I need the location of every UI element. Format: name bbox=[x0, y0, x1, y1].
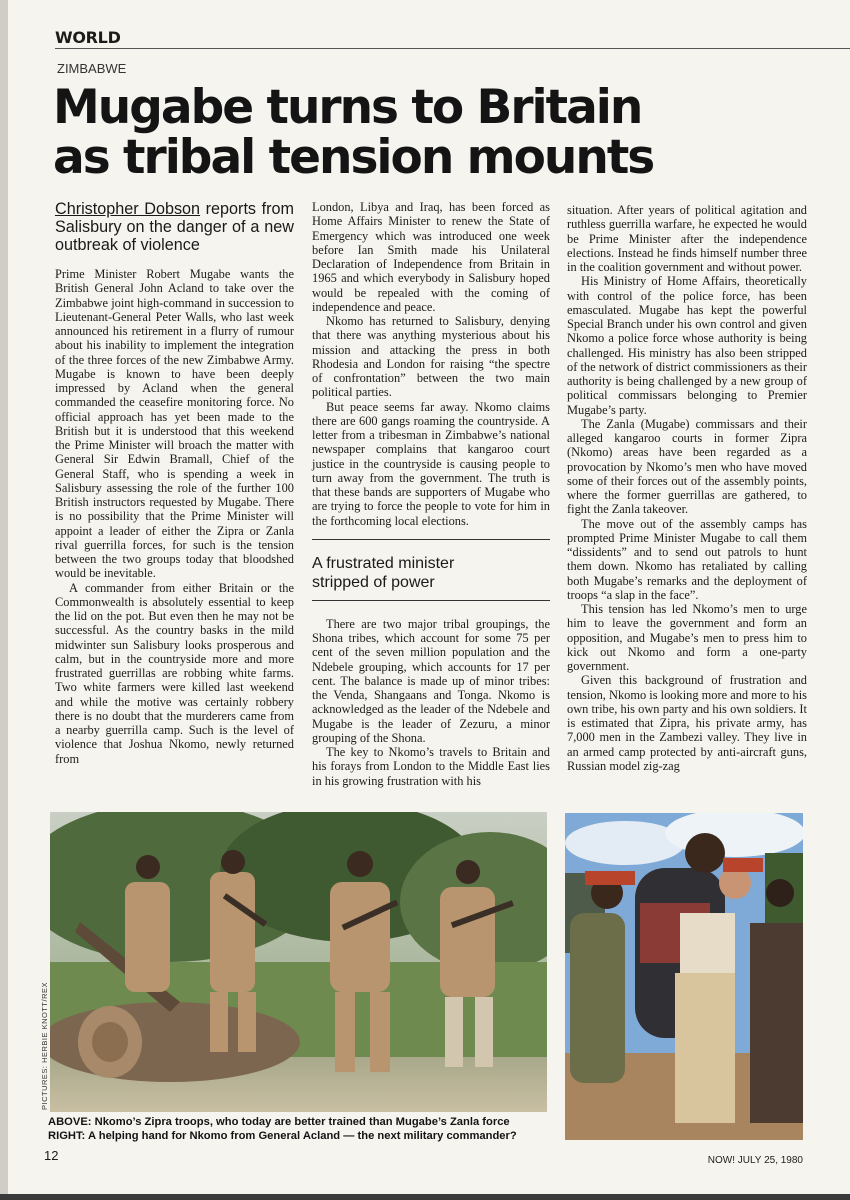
photo-nkomo-acland bbox=[565, 813, 803, 1140]
column-1 bbox=[55, 200, 294, 766]
country-label: ZIMBABWE bbox=[57, 61, 127, 76]
paragraph: Given this background of frustration and tension, Nkomo is looking more and more to his own tribe, his own party and his own soldiers. It is estimated that Zipra, his private army, has 7,000 men in the Zambezi valley. They live in an armed camp protected by anti-aircraft guns, Russian model zig-zag bbox=[567, 673, 807, 773]
subhead-block bbox=[312, 539, 550, 601]
caption-above: ABOVE: Nkomo’s Zipra troops, who today are better trained than Mugabe’s Zanla force bbox=[48, 1116, 510, 1128]
page-edge bbox=[0, 0, 8, 1200]
paragraph: Nkomo has returned to Salisbury, denying that there was anything mysterious about his mission and attacking the press in both Rhodesia and London for raising “the spectre of confrontation” between the two main political parties. bbox=[312, 314, 550, 400]
subhead-rule-bottom bbox=[312, 600, 550, 601]
paragraph: This tension has led Nkomo’s men to urge him to leave the government and form an opposition, and Mugabe’s men to press him to kick out Nkomo and form a one-party government. bbox=[567, 602, 807, 673]
subhead-line-2: stripped of power bbox=[312, 573, 435, 591]
column-3 bbox=[567, 203, 807, 773]
paragraph: situation. After years of political agitation and ruthless guerrilla warfare, he expected he would be Prime Minister after the independence elections. Instead he finds himself number three in the coalition government and without power. bbox=[567, 203, 807, 274]
scan-edge bbox=[0, 1194, 850, 1200]
paragraph: His Ministry of Home Affairs, theoretically with control of the police force, has been emasculated. Mugabe has kept the powerful Special Branch under his own control and given Nkomo a police force whose authority is being challenged. His ministry has also been stripped of the network of district commissioners as their authority is being challenged by a new group of political commissars belonging to Premier Mugabe’s party. bbox=[567, 274, 807, 417]
photo-zipra-troops bbox=[50, 812, 547, 1112]
standfirst-text: reports from Salisbury on the danger of a new outbreak of violence bbox=[55, 200, 294, 254]
author-name: Christopher Dobson bbox=[55, 200, 201, 218]
paragraph: The Zanla (Mugabe) commissars and their alleged kangaroo courts in former Zipra (Nkomo) areas have been regarded as a provocation by Nkomo’s men who have moved some of their forces out of the assembly points, where the former guerrillas are gathered, to fight the Zanla takeover. bbox=[567, 416, 807, 517]
subhead-rule-top bbox=[312, 539, 550, 540]
folio: NOW! JULY 25, 1980 bbox=[707, 1155, 803, 1166]
headline bbox=[53, 80, 753, 185]
subhead-line-1: A frustrated minister bbox=[312, 554, 455, 572]
paragraph: A commander from either Britain or the Commonwealth is absolutely essential to keep the lid on the pot. But even then he may not be successful. As the country basks in the mild midwinter sun Salisbury looks prosperous and calm, but in the countryside more and more frustrated guerrillas are robbing white farms. Two white farmers were killed last weekend and while the motive was certainly robbery there is no doubt that the murderers came from a nearby guerrilla camp. Such is the level of violence that Joshua Nkomo, newly returned from bbox=[55, 580, 294, 766]
headline-line-1: Mugabe turns to Britain bbox=[53, 80, 642, 135]
page-number: 12 bbox=[44, 1148, 59, 1163]
caption-right: RIGHT: A helping hand for Nkomo from General Acland — the next military commander? bbox=[48, 1130, 517, 1142]
subhead bbox=[312, 554, 550, 592]
photo-credit: PICTURES: HERBIE KNOTT/REX bbox=[40, 981, 49, 1110]
section-label: WORLD bbox=[55, 28, 121, 47]
paragraph: Prime Minister Robert Mugabe wants the British General John Acland to take over the Zimbabwe joint high-command in succession to Lieutenant-General Peter Walls, who last week announced his retirement in a flurry of rumour about his inability to implement the integration of the three forces of the new Zimbabwe Army. Mugabe is known to have been deeply impressed by Acland when the general commanded the ceasefire monitoring force. No official approach has yet been made to the British but it is understood that this weekend the Prime Minister will broach the matter with General Sir Edwin Bramall, Chief of the General Staff, who is spending a week in Salisbury assessing the role of the further 100 British instructors requested by Mugabe. There is no possibility that the Prime Minister will appoint a leader of either the Zipra or Zanla rival guerrilla forces, for such is the tension between the two groups today that bloodshed would be inevitable. bbox=[55, 267, 294, 581]
paragraph: London, Libya and Iraq, has been forced as Home Affairs Minister to renew the State of Emergency which was introduced one week before Ian Smith made his Unilateral Declaration of Independence from Britain in 1965 and which everybody in Salisbury hoped would be repealed with the coming of independence and peace. bbox=[312, 200, 550, 314]
header-rule bbox=[55, 48, 850, 49]
photo-captions bbox=[48, 1115, 558, 1143]
paragraph: The key to Nkomo’s travels to Britain and his forays from London to the Middle East lies in his growing frustration with his bbox=[312, 745, 550, 788]
standfirst bbox=[55, 200, 294, 254]
paragraph: The move out of the assembly camps has prompted Prime Minister Mugabe to call them “dissidents” and to send out patrols to hunt them down. Nkomo has retaliated by calling both Mugabe’s remarks and the deployment of troops “a slap in the face”. bbox=[567, 516, 807, 602]
column-2 bbox=[312, 200, 550, 788]
paragraph: There are two major tribal groupings, the Shona tribes, which account for some 75 per cent of the seven million population and the Ndebele grouping, which accounts for 17 per cent. The balance is made up of minor tribes: the Venda, Shangaans and Tonga. Nkomo is acknowledged as the leader of the Ndebele and Mugabe is the leader of Zezuru, a minor grouping of the Shona. bbox=[312, 616, 550, 745]
paragraph: But peace seems far away. Nkomo claims there are 600 gangs roaming the countryside. A letter from a tribesman in Zimbabwe’s national newspaper complains that kangaroo court justice in the countryside is causing people to turn away from the government. The truth is that these bands are supporters of Mugabe who are trying to force the people to vote for him in the forthcoming local elections. bbox=[312, 399, 550, 528]
headline-line-2: as tribal tension mounts bbox=[53, 130, 654, 185]
